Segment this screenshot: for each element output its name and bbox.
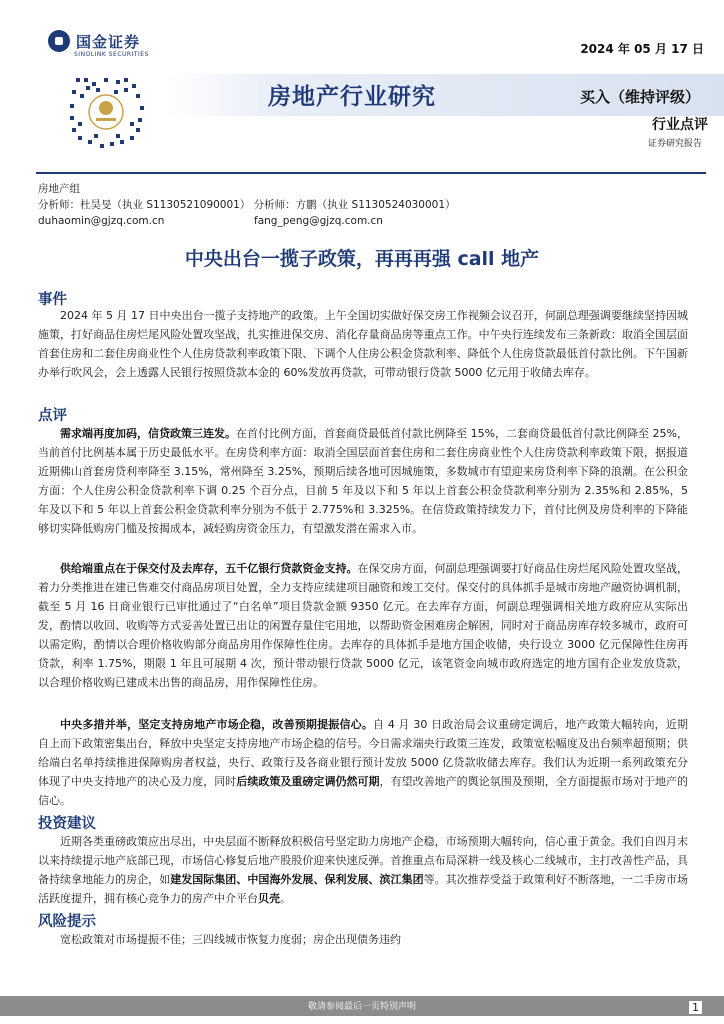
brand-logo — [48, 30, 140, 52]
advice-body-b: 等。其次推荐受益于政策利好不断落地，一二手房市场活跃度提升，拥有核心竞争力的房产中介平台 — [38, 873, 689, 905]
section-heading-event: 事件 — [38, 292, 67, 308]
comment-paragraph-1 — [38, 424, 688, 538]
comment-p1-body: 在首付比例方面，首套商贷最低首付款比例降至 15%，二套商贷最低首付款比例降至 25%，当前首付比例基本属于历史最低水平。在房贷利率方面：取消全国层面首套住房和二套住房商业性个人住房贷款利率政策下限，据报道近期佛山首套房贷利率降至 3.15%，常州降至 3.25%，预期后续各地可因城施策，多数城市有望迎来房贷利率下降的浪潮。在公积金方面：个人住房公积金贷款利率下调 0.25 个百分点，目前 5 年及以下和 5 年以上首套公积金贷款利率分别为 2.35%和 2.85%，5 年及以下和 5 年以上首套公积金贷款利率分别为不低于 2.775%和 3.325%。在信贷政策持续发力下，首付比例及房贷利率的下降能够切实降低购房门槛及按揭成本，减轻购房资金压力，有望激发潜在需求入市。 — [38, 427, 688, 535]
advice-recommended-stocks: 建发国际集团、中国海外发展、保利发展、滨江集团 — [170, 873, 424, 886]
comment-paragraph-2 — [38, 559, 688, 692]
comment-p2-body: 在保交房方面，何副总理强调要打好商品住房烂尾风险处置攻坚战，着力分类推进在建已售难交付商品房项目处置，全力支持应续建项目融资和竣工交付。保交付的具体抓手是城市房地产融资协调机制，截至 5 月 16 日商业银行已审批通过了“白名单”项目贷款金额 9350 亿元。在去库存方面，何副总理强调相关地方政府应从实际出发，酌情以收回、收购等方式妥善处置已出让的闲置存量住宅用地，以帮助资金困难房企解困，同时对于商品房库存较多城市，政府可以需定购，酌情以合理价格收购部分商品房用作保障性住房。去库存的具体抓手是地方国企收储，央行设立 3000 亿元保障性住房再贷款，利率 1.75%，期限 1 年且可展期 4 次，预计带动银行贷款 5000 亿元，该笔资金向城市政府选定的地方国有企业发放贷款，以合理价格收购已建成未出售的商品房，用作保障性住房。 — [38, 562, 689, 689]
comment-p3-emphasis: 后续政策及重磅定调仍然可期 — [236, 775, 380, 788]
section-heading-risk: 风险提示 — [38, 914, 96, 930]
comment-p3-body: 自 4 月 30 日政治局会议重磅定调后，地产政策大幅转向，近期自上而下政策密集出台，释放中央坚定支持房地产市场企稳的信号。今日需求端央行政策三连发，政策宽松幅度及出台频率超预期；供给端白名单持续推进保障购房者权益，央行、政策行及各商业银行预计发放 5000 亿贷款收储去库存。我们认为近期一系列政策充分体现了中央支持地产的决心及力度，同时 — [38, 718, 689, 788]
header-divider — [36, 172, 706, 174]
risk-paragraph: 宽松政策对市场提振不佳；三四线城市恢复力度弱；房企出现债务违约 — [60, 933, 401, 946]
report-date: 2024 年 05 月 17 日 — [580, 42, 704, 56]
section-heading-advice: 投资建议 — [38, 816, 96, 832]
advice-body-a: 近期各类重磅政策应出尽出，中央层面不断释放积极信号坚定助力房地产企稳，市场预期大幅转向，信心重于黄金。我们自四月末以来持续提示地产底部已现，市场信心修复后地产股股价迎来快速反弹。首推重点布局深耕一线及核心二线城市，主打改善性产品，具备持续拿地能力的房企，如 — [38, 835, 688, 886]
analyst-email-2[interactable]: fang_peng@gjzq.com.cn — [254, 215, 383, 227]
footer-disclaimer[interactable]: 敬请参阅最后一页特别声明 — [307, 1002, 416, 1012]
brand-logo-icon — [48, 30, 70, 52]
report-title: 房地产行业研究 — [268, 84, 436, 110]
comment-paragraph-3 — [38, 715, 688, 810]
analyst-line: 分析师：杜昊旻（执业 S1130521090001） 分析师：方鹏（执业 S1130524030001） — [38, 199, 456, 211]
comment-p1-lead: 需求端再度加码，信贷政策三连发。 — [60, 427, 237, 440]
comment-p3-tail: ，有望改善地产的舆论氛围及预期，全方面提振市场对于地产的信心。 — [38, 775, 689, 807]
analyst-group: 房地产组 — [38, 183, 80, 195]
headline: 中央出台一揽子政策，再再再强 call 地产 — [184, 248, 540, 270]
comment-p2-lead: 供给端重点在于保交付及去库存，五千亿银行贷款资金支持。 — [60, 562, 358, 575]
brand-name-en: SINOLINK SECURITIES — [74, 51, 149, 58]
advice-recommended-broker: 贝壳 — [258, 892, 280, 905]
qr-code-icon — [58, 64, 154, 160]
brand-name: 国金证券 — [76, 32, 141, 51]
advice-paragraph — [38, 832, 688, 908]
page-number: 1 — [689, 1001, 702, 1014]
report-type: 行业点评 — [652, 117, 708, 133]
comment-p3-lead: 中央多措并举，坚定支持房地产市场企稳，改善预期提振信心。 — [60, 718, 374, 731]
event-paragraph: 2024 年 5 月 17 日中央出台一揽子支持地产的政策。上午全国切实做好保交房工作视频会议召开，何副总理强调要继续坚持因城施策，打好商品住房烂尾风险处置攻坚战，扎实推进保交房、消化存量商品房等重点工作。中午央行连续发布三条新政：取消全国层面首套住房和二套住房商业性个人住房贷款利率政策下限、下调个人住房公积金贷款利率、降低个人住房贷款最低首付款比例。下午国新办举行吹风会，会上透露人民银行按照贷款本金的 60%发放再贷款，可带动银行贷款 5000 亿元用于收储去库存。 — [38, 309, 688, 379]
rating: 买入（维持评级） — [579, 88, 700, 106]
analyst-email-1[interactable]: duhaomin@gjzq.com.cn — [38, 215, 165, 227]
advice-body-c: 。 — [280, 892, 291, 905]
report-category: 证券研究报告 — [647, 139, 702, 149]
section-heading-comment: 点评 — [38, 408, 67, 424]
